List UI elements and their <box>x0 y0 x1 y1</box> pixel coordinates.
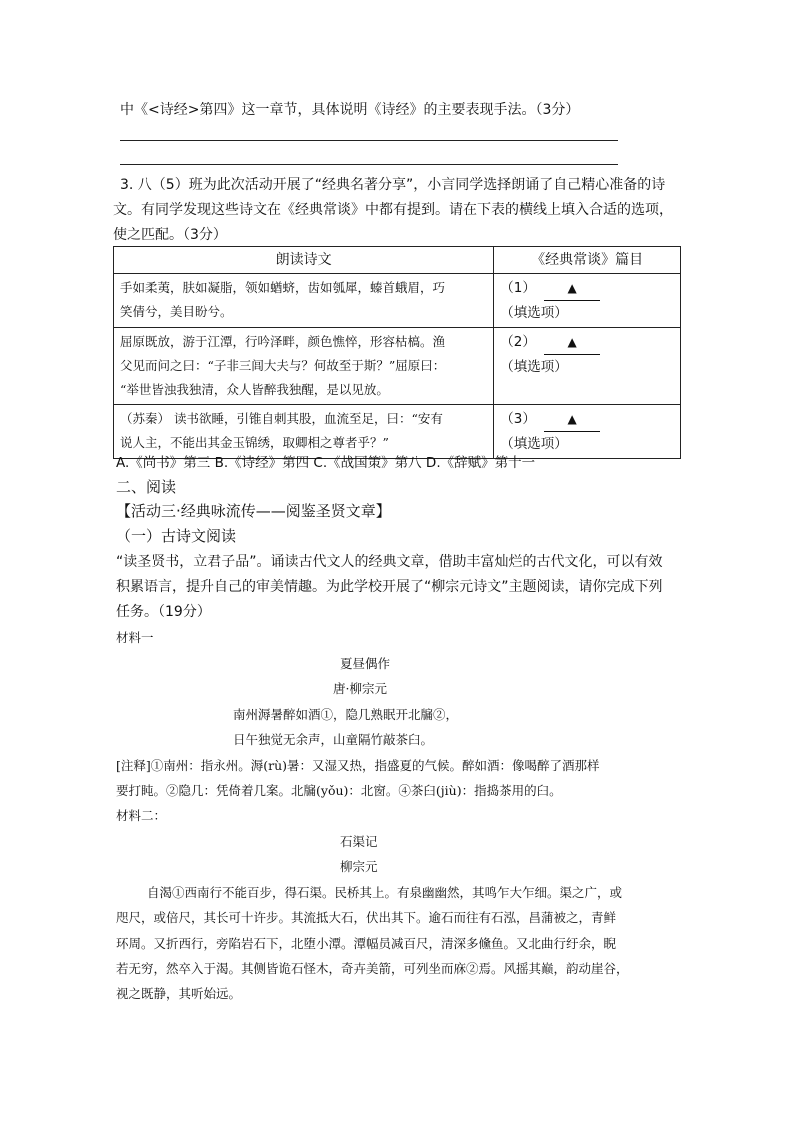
poem-author: 唐·柳宗元 <box>333 681 387 696</box>
subsection-heading: （一）古诗文阅读 <box>116 527 237 545</box>
table-row <box>114 274 681 328</box>
essay-line: 环周。又折西行，旁陷岩石下，北堕小潭。潭幅员减百尺，清深多儵鱼。又北曲行纡余，睨 <box>116 936 617 951</box>
question-2-tail: 中《<诗经>第四》这一章节，具体说明《诗经》的主要表现手法。（3分） <box>120 102 580 118</box>
answer-blank[interactable] <box>544 276 600 301</box>
essay-line: 自渴①西南行不能百步，得石渠。民桥其上。有泉幽幽然，其鸣乍大乍细。渠之广，或 <box>147 885 623 900</box>
poem-text-cell <box>114 274 494 328</box>
intro-line: 任务。（19分） <box>116 604 211 620</box>
poem-text-cell <box>114 328 494 405</box>
table-header: 《经典常谈》篇目 <box>494 247 681 274</box>
section-heading: 二、阅读 <box>116 478 177 496</box>
poem-text-line: （苏秦） 读书欲睡，引锥自刺其股，血流至足，曰：“安有 <box>120 411 443 426</box>
essay-author: 柳宗元 <box>340 859 378 874</box>
answer-number: （3） <box>500 411 536 427</box>
essay-line: 咫尺，或倍尺，其长可十许步。其流抵大石，伏出其下。逾石而往有石泓，昌蒲被之，青鲜 <box>116 910 617 925</box>
intro-line: “读圣贤书，立君子品”。诵读古代文人的经典文章，借助丰富灿烂的古代文化，可以有效 <box>116 554 663 570</box>
annotation-line: [注释]①南州：指永州。溽(rù)暑：又湿又热，指盛夏的气候。醉如酒：像喝醉了酒那样 <box>116 758 600 773</box>
question-3-line: 使之匹配。（3分） <box>113 227 227 243</box>
poem-line: 南州溽暑醉如酒①，隐几熟眠开北牖②， <box>233 707 459 722</box>
poem-title: 夏昼偶作 <box>340 656 391 671</box>
answer-number: （2） <box>500 334 536 350</box>
question-3-line: 文。有同学发现这些诗文在《经典常谈》中都有提到。请在下表的横线上填入合适的选项， <box>113 202 673 218</box>
answer-number: （1） <box>500 280 536 296</box>
table-header-row <box>114 247 681 274</box>
table-header: 朗读诗文 <box>114 247 494 274</box>
annotation-line: 要打盹。②隐几：凭倚着几案。北牖(yǒu)：北窗。④茶臼(jiù)：指捣茶用的臼。 <box>116 783 562 798</box>
answer-cell <box>494 274 681 328</box>
essay-line: 视之既静，其听始远。 <box>116 986 242 1001</box>
answer-hint: （填选项） <box>500 359 568 375</box>
question-3-line: 3. 八（5）班为此次活动开展了“经典名著分享”，小言同学选择朗诵了自己精心准备的诗 <box>120 177 666 193</box>
essay-line: 若无穷，然卒入于渴。其侧皆诡石怪木，奇卉美箭，可列坐而庥②焉。风摇其巅，韵动崖谷， <box>116 961 629 976</box>
triangle-icon: ▲ <box>567 412 577 426</box>
answer-blank[interactable] <box>544 407 600 432</box>
poem-text-line: 说人主，不能出其金玉锦绣，取卿相之尊者乎？” <box>120 435 389 450</box>
poem-text-line: 父见而问之曰：“子非三闾大夫与？何故至于斯？”屈原曰： <box>120 358 446 373</box>
poem-text-line: “举世皆浊我独清，众人皆醉我独醒，是以见放。 <box>120 382 389 397</box>
answer-hint: （填选项） <box>500 436 568 452</box>
triangle-icon: ▲ <box>567 281 577 295</box>
activity-heading: 【活动三·经典咏流传——阅鉴圣贤文章】 <box>116 502 391 520</box>
material-label: 材料二： <box>116 808 167 823</box>
answer-blank[interactable] <box>544 330 600 355</box>
answer-cell <box>494 328 681 405</box>
answer-line <box>120 164 618 165</box>
triangle-icon: ▲ <box>567 335 577 349</box>
essay-title: 石渠记 <box>340 834 378 849</box>
table-row <box>114 328 681 405</box>
material-label: 材料一 <box>116 630 154 645</box>
intro-line: 积累语言，提升自己的审美情趣。为此学校开展了“柳宗元诗文”主题阅读，请你完成下列 <box>116 579 663 595</box>
matching-table <box>113 246 681 459</box>
options-line: A.《尚书》第三 B.《诗经》第四 C.《战国策》第八 D.《辞赋》第十一 <box>116 455 536 471</box>
poem-text-line: 屈原既放，游于江潭，行吟泽畔，颜色憔悴，形容枯槁。渔 <box>120 334 446 349</box>
poem-text-line: 笑倩兮，美目盼兮。 <box>120 304 233 319</box>
poem-line: 日午独觉无余声，山童隔竹敲茶臼。 <box>233 732 434 747</box>
answer-line <box>120 140 618 141</box>
poem-text-line: 手如柔荑，肤如凝脂，领如蝤蛴，齿如瓠犀，螓首蛾眉，巧 <box>120 280 446 295</box>
answer-hint: （填选项） <box>500 305 568 321</box>
